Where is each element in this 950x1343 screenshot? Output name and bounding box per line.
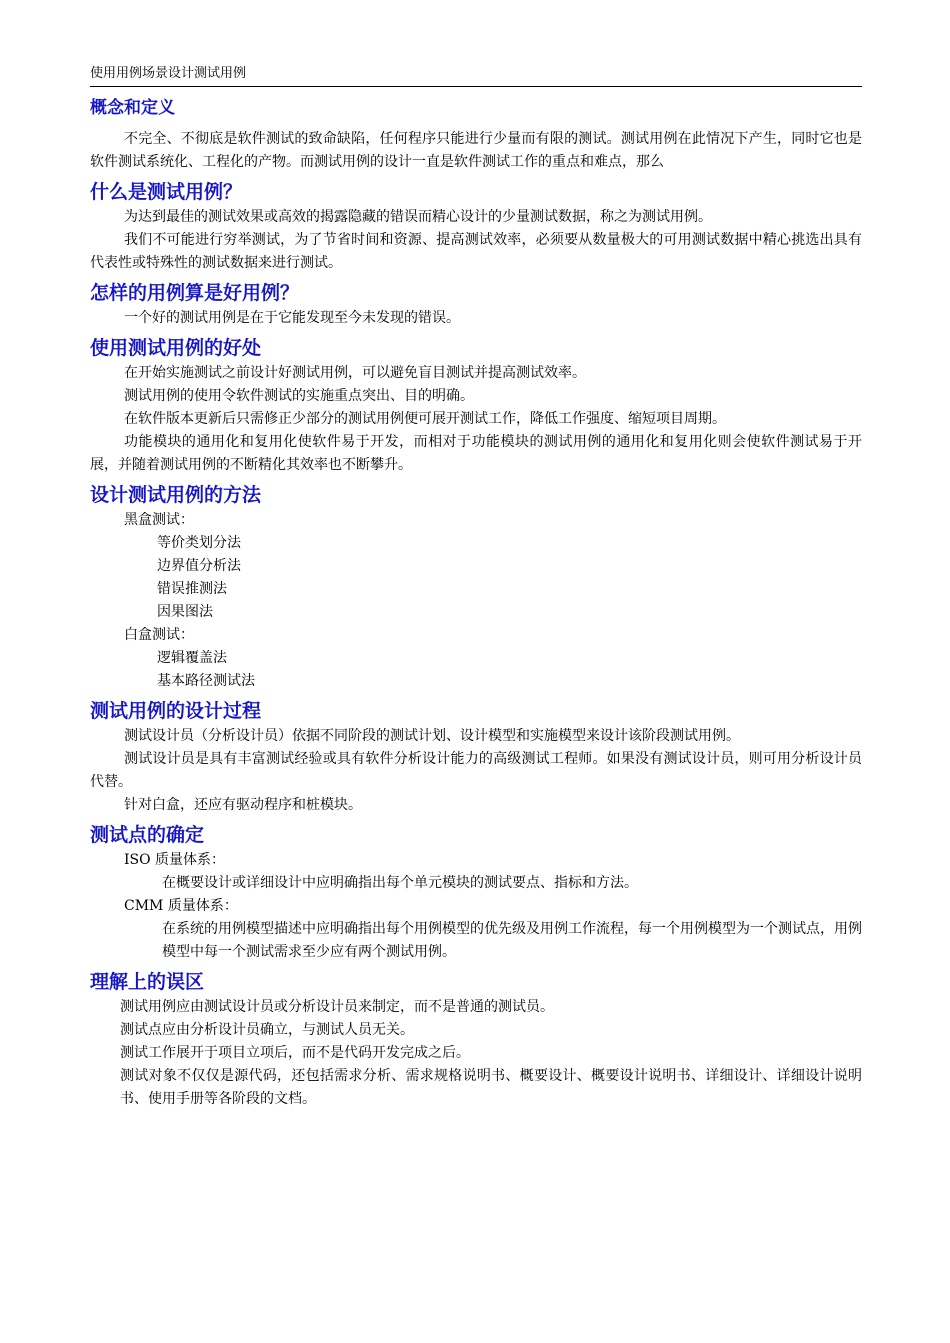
paragraph: 针对白盒，还应有驱动程序和桩模块。 [124, 797, 362, 813]
paragraph: 测试对象不仅仅是源代码，还包括需求分析、需求规格说明书、概要设计、概要设计说明书、详细设计、详细设计说明书、使用手册等各阶段的文档。 [120, 1068, 862, 1107]
section-title: 使用测试用例的好处 [90, 337, 262, 359]
section-title: 测试用例的设计过程 [90, 700, 262, 722]
method-item: 错误推测法 [157, 581, 227, 597]
method-item: 因果图法 [157, 604, 213, 620]
section-title: 理解上的误区 [90, 971, 205, 993]
method-group-label: 白盒测试： [124, 627, 194, 643]
paragraph: 一个好的测试用例是在于它能发现至今未发现的错误。 [124, 310, 460, 326]
section-title: 概念和定义 [90, 98, 175, 118]
paragraph: 测试用例的使用令软件测试的实施重点突出、目的明确。 [124, 388, 474, 404]
section-design-process [90, 697, 862, 817]
paragraph: 我们不可能进行穷举测试，为了节省时间和资源、提高测试效率，必须要从数量极大的可用测试数据中精心挑选出具有代表性或特殊性的测试数据来进行测试。 [90, 232, 862, 271]
section-design-methods [90, 481, 862, 693]
section-benefits [90, 334, 862, 477]
paragraph: 测试设计员（分析设计员）依据不同阶段的测试计划、设计模型和实施模型来设计该阶段测试用例。 [124, 728, 740, 744]
paragraph: 为达到最佳的测试效果或高效的揭露隐藏的错误而精心设计的少量测试数据，称之为测试用例。 [124, 209, 712, 225]
paragraph: 测试点应由分析设计员确立，与测试人员无关。 [120, 1022, 414, 1038]
paragraph: 在软件版本更新后只需修正少部分的测试用例便可展开测试工作，降低工作强度、缩短项目周期。 [124, 411, 726, 427]
section-good-test-case [90, 279, 862, 330]
paragraph: 不完全、不彻底是软件测试的致命缺陷，任何程序只能进行少量而有限的测试。测试用例在此情况下产生，同时它也是软件测试系统化、工程化的产物。而测试用例的设计一直是软件测试工作的重点和难点，那么 [90, 131, 862, 170]
section-what-is-test-case [90, 178, 862, 275]
quality-system-label: CMM 质量体系： [124, 898, 238, 914]
running-header: 使用用例场景设计测试用例 [90, 64, 862, 87]
method-group-label: 黑盒测试： [124, 512, 194, 528]
paragraph: 测试工作展开于项目立项后，而不是代码开发完成之后。 [120, 1045, 470, 1061]
section-title: 测试点的确定 [90, 824, 205, 846]
method-item: 基本路径测试法 [157, 673, 255, 689]
paragraph: 测试设计员是具有丰富测试经验或具有软件分析设计能力的高级测试工程师。如果没有测试设计员，则可用分析设计员代替。 [90, 751, 862, 790]
method-item: 等价类划分法 [157, 535, 241, 551]
section-title: 设计测试用例的方法 [90, 484, 262, 506]
method-item: 边界值分析法 [157, 558, 241, 574]
section-misconceptions [90, 968, 862, 1111]
paragraph: 功能模块的通用化和复用化使软件易于开发，而相对于功能模块的测试用例的通用化和复用化则会使软件测试易于开展，并随着测试用例的不断精化其效率也不断攀升。 [90, 434, 862, 473]
paragraph: 在开始实施测试之前设计好测试用例，可以避免盲目测试并提高测试效率。 [124, 365, 586, 381]
quality-system-text: 在概要设计或详细设计中应明确指出每个单元模块的测试要点、指标和方法。 [162, 875, 638, 891]
quality-system-text: 在系统的用例模型描述中应明确指出每个用例模型的优先级及用例工作流程，每一个用例模型为一个测试点，用例模型中每一个测试需求至少应有两个测试用例。 [162, 921, 862, 960]
section-title: 什么是测试用例？ [90, 181, 243, 203]
document-body [90, 94, 862, 1115]
section-test-points [90, 821, 862, 964]
method-item: 逻辑覆盖法 [157, 650, 227, 666]
paragraph: 测试用例应由测试设计员或分析设计员来制定，而不是普通的测试员。 [120, 999, 554, 1015]
section-concepts [90, 94, 862, 174]
quality-system-label: ISO 质量体系： [124, 852, 226, 868]
section-title: 怎样的用例算是好用例？ [90, 282, 300, 304]
